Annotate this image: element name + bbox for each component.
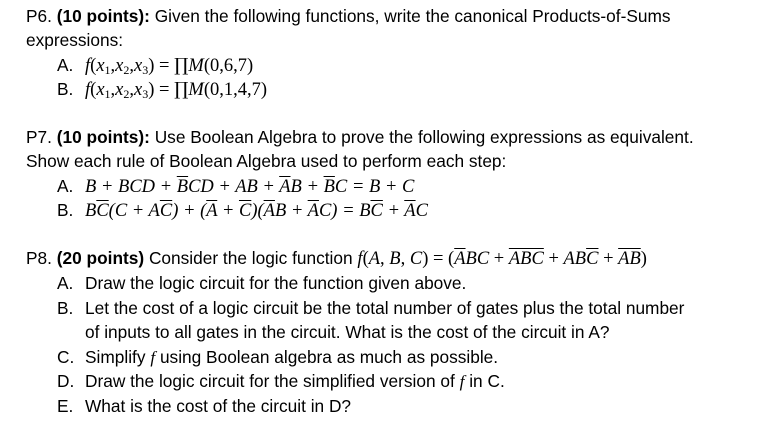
p6-text-line1: Given the following functions, write the canonical Products-of-Sums [154,6,671,26]
p7-points: (10 points): [56,127,150,147]
p8-item-b-text: Let the cost of a logic circuit be the total number of gates plus the total number [85,298,685,318]
p6-text-line2: expressions: [26,30,124,50]
p8-item-b-label: B. [57,298,74,318]
p8-item-a-label: A. [57,273,74,293]
p8-item-d-label: D. [57,371,75,391]
p8-item-c-text-pre: Simplify [85,347,146,367]
p8-item-e-label: E. [57,396,74,416]
p8-item-d [57,369,505,394]
p8-item-e-text: What is the cost of the circuit in D? [85,396,352,416]
p7-item-b-label: B. [57,200,74,220]
p6-header [26,4,671,28]
p8-item-d-text-pre: Draw the logic circuit for the simplified version of [85,371,455,391]
p8-item-b-text2: of inputs to all gates in the circuit. What is the cost of the circuit in A? [85,322,610,342]
p7-number: P7. [26,127,52,147]
p8-item-d-text-post: in C. [469,371,505,391]
p7-item-a [57,174,414,199]
p6-item-b [57,77,267,106]
p7-item-b-equation: $B\overline{C}(C + A\overline{C}) + (\overline{A} + \overline{C})(\overline{A}B + \overline{A}C) = B\overline{C} + \overline{A}C$ [85,201,428,221]
p8-points: (20 points) [56,248,145,268]
p6-item-a-label: A. [57,55,74,75]
p8-number: P8. [26,248,52,268]
p6-item-b-label: B. [57,79,74,99]
p6-points: (10 points): [56,6,150,26]
p7-text-line1: Use Boolean Algebra to prove the following expressions as equivalent. [154,127,694,147]
p8-item-b [57,296,684,320]
p7-item-a-label: A. [57,176,74,196]
p6-item-b-equation: $f(x_1,x_2,x_3)$ = ∏M(0,1,4,7) [85,79,268,101]
p8-item-a-text: Draw the logic circuit for the function given above. [85,273,467,293]
p8-item-c-label: C. [57,347,75,367]
p7-header [26,125,694,149]
p7-item-a-equation: B + BCD + $\overline{B}CD$ + AB + $\overline{A}B + \overline{B}C = B + C$ [85,177,415,197]
p8-text-line1: Consider the logic function [148,248,353,268]
p8-item-c-text-post: using Boolean algebra as much as possible. [159,347,499,367]
p6-number: P6. [26,6,52,26]
p8-function: f(A, B, $C) = (\overline{A}BC + \overline{ABC} + AB\overline{C} + \overline{AB})$ [357,249,647,269]
p8-header [26,246,647,271]
p7-text-line2: Show each rule of Boolean Algebra used to perform each step: [26,151,507,171]
p8-item-a [57,271,466,295]
p8-item-c [57,345,498,370]
p8-item-d-f: f [459,372,465,391]
p6-item-a-equation: $f(x_1,x_2,x_3)$ = ∏M(0,6,7) [85,55,254,77]
p8-item-c-f: f [150,348,156,367]
p8-item-e [57,394,351,418]
p7-item-b [57,198,428,223]
